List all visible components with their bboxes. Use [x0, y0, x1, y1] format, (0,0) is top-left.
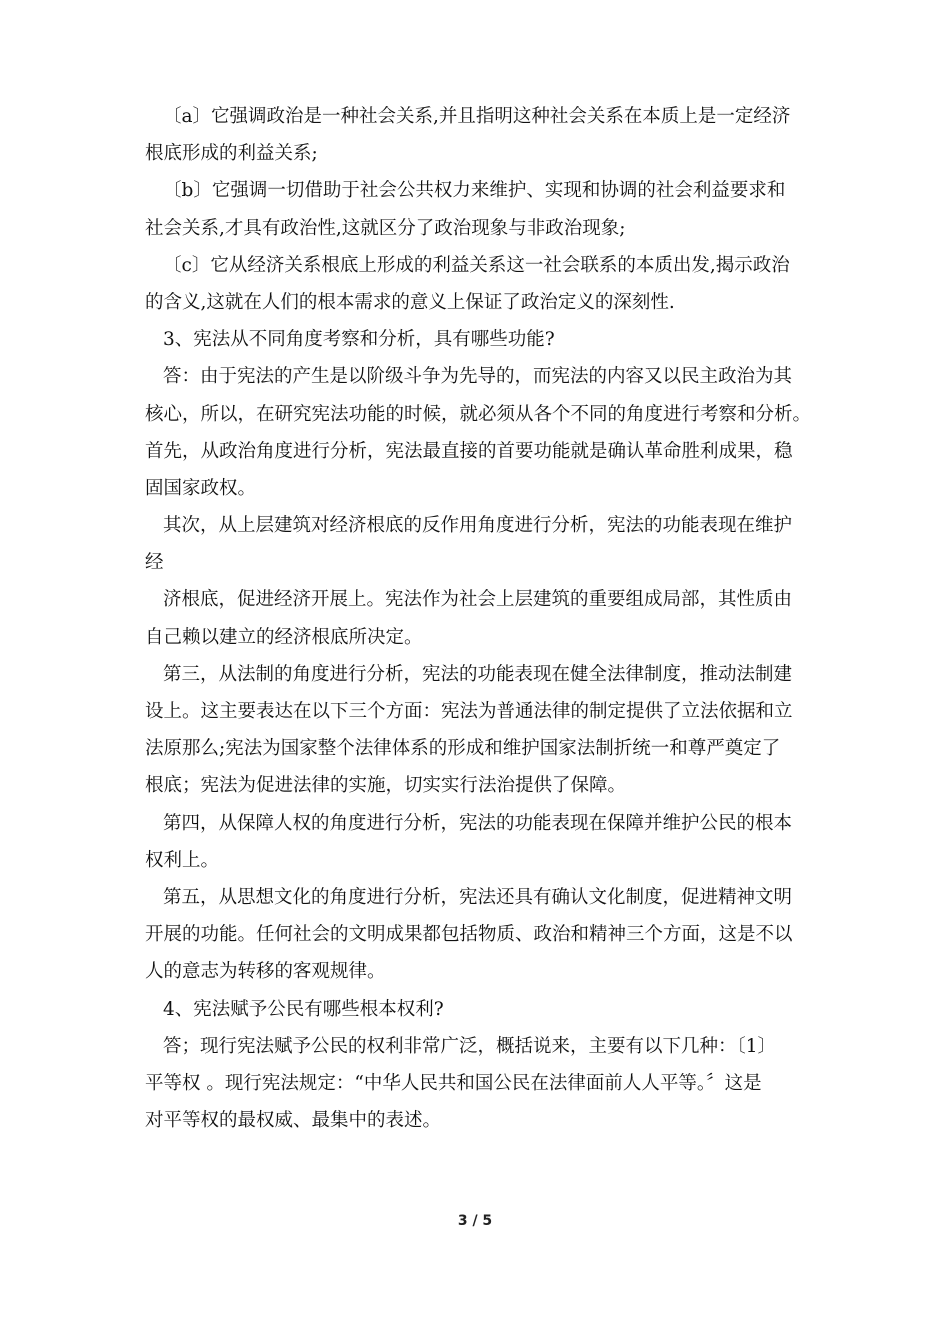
- text-line: 答；现行宪法赋予公民的权利非常广泛，概括说来，主要有以下几种：〔1〕: [163, 1035, 777, 1057]
- text-line: 济根底，促进经济开展上。宪法作为社会上层建筑的重要组成局部，其性质由: [163, 589, 793, 611]
- text-line: 第五，从思想文化的角度进行分析，宪法还具有确认文化制度，促进精神文明: [163, 886, 793, 908]
- body-text: [145, 98, 825, 1139]
- text-line: 第三，从法制的角度进行分析，宪法的功能表现在健全法律制度，推动法制建: [163, 663, 793, 685]
- text-line: 人的意志为转移的客观规律。: [145, 961, 386, 983]
- text-line: 法原那么;宪法为国家整个法律体系的形成和维护国家法制折统一和尊严奠定了: [145, 738, 781, 760]
- text-line: 〔a〕它强调政治是一种社会关系,并且指明这种社会关系在本质上是一定经济: [163, 106, 791, 127]
- text-line: 的含义,这就在人们的根本需求的意义上保证了政治定义的深刻性.: [145, 291, 675, 313]
- text-line: 权利上。: [145, 849, 220, 871]
- text-line: 其次，从上层建筑对经济根底的反作用角度进行分析，宪法的功能表现在维护: [163, 515, 793, 537]
- text-line: 首先，从政治角度进行分析，宪法最直接的首要功能就是确认革命胜利成果，稳: [145, 440, 793, 462]
- text-line: 社会关系,才具有政治性,这就区分了政治现象与非政治现象;: [145, 217, 626, 239]
- text-line: 〔b〕它强调一切借助于社会公共权力来维护、实现和协调的社会利益要求和: [163, 180, 786, 202]
- page-number: 3 / 5: [457, 1213, 493, 1229]
- text-line: 答：由于宪法的产生是以阶级斗争为先导的，而宪法的内容又以民主政治为其: [163, 366, 793, 388]
- text-line: 3、宪法从不同角度考察和分析，具有哪些功能?: [163, 329, 555, 351]
- text-line: 固国家政权。: [145, 477, 257, 499]
- text-line: 根底；宪法为促进法律的实施，切实实行法治提供了保障。: [145, 775, 627, 797]
- text-line: 第四，从保障人权的角度进行分析，宪法的功能表现在保障并维护公民的根本: [163, 812, 793, 834]
- text-line: 经: [145, 552, 164, 574]
- text-line: 平等权 。现行宪法规定：“中华人民共和国公民在法律面前人人平等。〞这是: [145, 1072, 762, 1094]
- text-line: 对平等权的最权威、最集中的表述。: [145, 1110, 442, 1132]
- text-line: 核心，所以，在研究宪法功能的时候，就必须从各个不同的角度进行考察和分析。: [145, 403, 812, 425]
- text-line: 根底形成的利益关系;: [145, 143, 318, 165]
- text-line: 设上。这主要表达在以下三个方面：宪法为普通法律的制定提供了立法依据和立: [145, 701, 793, 722]
- text-line: 〔c〕它从经济关系根底上形成的利益关系这一社会联系的本质出发,揭示政治: [163, 254, 790, 276]
- text-line: 4、宪法赋予公民有哪些根本权利?: [163, 998, 444, 1020]
- text-line: 自己赖以建立的经济根底所决定。: [145, 626, 423, 648]
- text-line: 开展的功能。任何社会的文明成果都包括物质、政治和精神三个方面，这是不以: [145, 924, 793, 946]
